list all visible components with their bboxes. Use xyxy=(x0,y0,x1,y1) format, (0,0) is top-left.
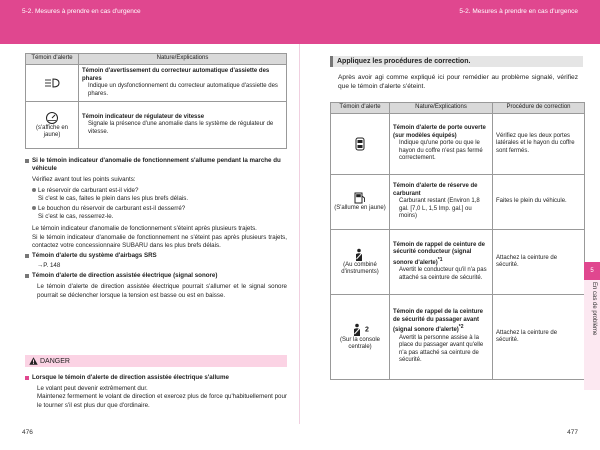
right-table-header-light: Témoin d'alerte xyxy=(331,103,390,114)
bullet-dot-icon xyxy=(32,206,36,210)
square-bullet-icon xyxy=(25,376,29,380)
header-right-title: 5-2. Mesures à prendre en cas d'urgence xyxy=(459,8,578,15)
check-item-sub: Si c'est le cas, resserrez-le. xyxy=(38,213,114,221)
section-title-bar xyxy=(330,56,583,67)
row-title: Témoin d'avertissement du correcteur automatique d'assiette des phares xyxy=(82,68,270,82)
chapter-tab-number[interactable]: 5 xyxy=(584,262,600,280)
row-procedure: Vérifiez que les deux portes latérales et le hayon du coffre sont fermés. xyxy=(493,114,585,175)
row-desc: Indique un dysfonctionnement du correcteur automatique d'assiette des phares. xyxy=(88,83,278,97)
row-procedure: Attachez la ceinture de sécurité. xyxy=(493,295,585,380)
square-bullet-icon xyxy=(25,254,29,258)
footnote-marker: *2 xyxy=(458,324,464,331)
paragraph: Le témoin indicateur d'anomalie de fonctionnement s'éteint après plusieurs trajets. xyxy=(32,225,257,233)
table-row xyxy=(331,175,585,230)
bullet-dot-icon xyxy=(32,188,36,192)
header-left-title: 5-2. Mesures à prendre en cas d'urgence xyxy=(22,8,141,15)
row-desc: Avertit le conducteur qu'il n'a pas attaché sa ceinture de sécurité. xyxy=(399,267,487,281)
row-icon-caption: (s'affiche en jaune) xyxy=(35,124,69,138)
row-title: Témoin d'alerte de porte ouverte (sur modèles équipés) xyxy=(393,125,486,139)
square-bullet-icon xyxy=(25,159,29,163)
row-icon-caption: (Au combiné d'instruments) xyxy=(341,261,379,275)
left-table-header-nature: Nature/Explications xyxy=(79,54,287,65)
page-number-left: 476 xyxy=(22,429,33,436)
danger-banner xyxy=(25,355,287,367)
row-title: Témoin d'alerte de réserve de carburant xyxy=(393,183,478,197)
page-gutter xyxy=(299,44,300,424)
table-row xyxy=(331,230,585,295)
door-open-icon xyxy=(353,137,367,151)
passenger-seatbelt-icon xyxy=(351,323,365,337)
table-row xyxy=(331,295,585,380)
right-table-header-nature: Nature/Explications xyxy=(390,103,493,114)
row-desc: Carburant restant (Environ 1,8 gal. [7,0 L, 1,5 Imp. gal.] ou moins) xyxy=(399,198,480,220)
row-desc: Indique qu'une porte ou que le hayon du coffre n'est pas fermé correctement. xyxy=(399,140,483,162)
danger-label: DANGER xyxy=(40,357,70,365)
icon-number: 2 xyxy=(365,326,369,334)
left-table-header-light: Témoin d'alerte xyxy=(26,54,79,65)
footnote-marker: *1 xyxy=(437,256,443,263)
check-intro: Vérifiez avant tout les points suivants: xyxy=(32,176,136,184)
cruise-control-icon xyxy=(45,111,59,125)
page-header xyxy=(0,0,600,44)
right-warning-table xyxy=(330,102,585,380)
right-table-header-procedure: Procédure de correction xyxy=(493,103,585,114)
square-bullet-icon xyxy=(25,274,29,278)
section-malfunction-title: Si le témoin indicateur d'anomalie de fonctionnement s'allume pendant la marche du véhicule xyxy=(25,157,287,173)
row-title: Témoin de rappel de ceinture de sécurité conducteur (signal sonore d'alerte) xyxy=(393,241,486,266)
row-title: Témoin indicateur de régulateur de vitesse xyxy=(82,113,205,120)
paragraph: Le témoin d'alerte de direction assistée électrique pourrait s'allumer et le signal sonore pourrait se déclencher lorsque la tension est basse ou est en baisse. xyxy=(37,283,287,299)
table-row xyxy=(331,114,585,175)
warning-triangle-icon xyxy=(29,357,38,365)
fuel-pump-icon xyxy=(353,191,367,205)
left-body-text xyxy=(25,157,287,300)
intro-paragraph: Après avoir agi comme expliqué ici pour remédier au problème signalé, vérifiez que le témoin d'alerte s'éteint. xyxy=(338,74,578,91)
check-item: Le réservoir de carburant est-il vide? xyxy=(38,186,139,194)
section-title: Appliquez les procédures de correction. xyxy=(337,57,471,65)
danger-text: Le volant peut devenir extrêmement dur. xyxy=(37,385,148,393)
row-desc: Signale la présence d'une anomalie dans le système de régulateur de vitesse. xyxy=(88,121,274,135)
headlight-leveling-icon xyxy=(44,77,60,89)
seatbelt-icon xyxy=(353,248,367,262)
chapter-tab-label: En cas de problème xyxy=(591,282,597,336)
danger-text: Maintenez fermement le volant de direction et exercez plus de force qu'habituellement pour le tourner s'il est plus dur que d'ordinaire. xyxy=(37,393,287,409)
table-row xyxy=(26,65,287,102)
left-warning-table xyxy=(25,53,287,149)
paragraph: Si le témoin indicateur d'anomalie de fonctionnement ne s'éteint pas après plusieurs trajets, contactez votre concessionnaire SUBARU dans les plus brefs délais. xyxy=(32,233,287,249)
row-icon-caption: (Sur la console centrale) xyxy=(339,336,381,350)
check-item-sub: Si c'est le cas, faites le plein dans les plus brefs délais. xyxy=(38,194,189,202)
row-procedure: Attachez la ceinture de sécurité. xyxy=(493,230,585,295)
table-row xyxy=(26,102,287,149)
section-srs-title: Témoin d'alerte du système d'airbags SRS xyxy=(25,252,287,260)
row-icon-caption: (S'allume en jaune) xyxy=(334,205,386,212)
section-eps-title: Témoin d'alerte de direction assistée électrique (signal sonore) xyxy=(25,272,287,280)
row-desc: Avertit la personne assise à la place du passager avant qu'elle n'a pas attaché sa ceinture de sécurité. xyxy=(399,334,484,364)
row-procedure: Faites le plein du véhicule. xyxy=(493,175,585,230)
danger-body xyxy=(25,374,287,410)
row-title: Témoin de rappel de la ceinture de sécurité du passager avant (signal sonore d'alerte) xyxy=(393,309,484,334)
page-number-right: 477 xyxy=(567,429,578,436)
check-item: Le bouchon du réservoir de carburant est-il desserré? xyxy=(38,204,186,212)
page-reference-link[interactable]: →P. 148 xyxy=(37,262,61,270)
danger-title: Lorsque le témoin d'alerte de direction assistée électrique s'allume xyxy=(25,374,287,382)
